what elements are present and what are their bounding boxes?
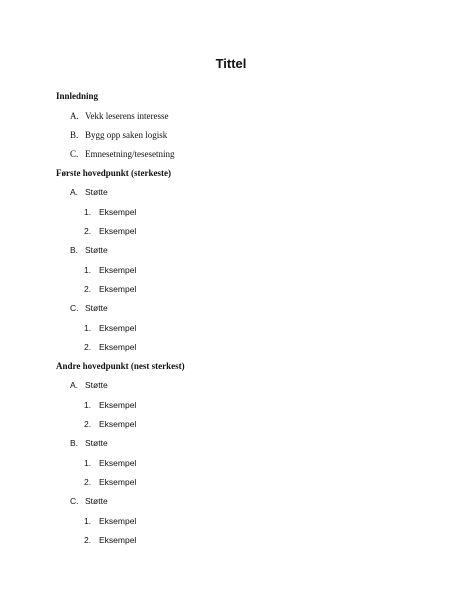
outline-marker: 2.: [84, 342, 92, 352]
outline-item: [70, 129, 167, 141]
outline-item: [70, 437, 108, 449]
outline-item: [70, 110, 168, 122]
outline-item: [70, 302, 108, 314]
outline-text: Eksempel: [99, 458, 137, 468]
outline-text: Vekk leserens interesse: [85, 111, 169, 121]
outline-marker: C.: [70, 149, 79, 159]
outline-text: Støtte: [85, 187, 108, 197]
outline-marker: 2.: [84, 284, 92, 294]
outline-subitem: [84, 418, 136, 430]
outline-text: Eksempel: [99, 419, 137, 429]
outline-text: Bygg opp saken logisk: [85, 130, 168, 140]
section-heading-second-main-point: Andre hovedpunkt (nest sterkest): [56, 361, 185, 371]
outline-marker: B.: [70, 438, 79, 448]
outline-marker: B.: [70, 130, 79, 140]
outline-marker: C.: [70, 303, 79, 313]
outline-item: [70, 244, 108, 256]
outline-text: Støtte: [85, 303, 108, 313]
outline-marker: 1.: [84, 458, 92, 468]
outline-subitem: [84, 457, 136, 469]
outline-subitem: [84, 399, 136, 411]
outline-subitem: [84, 206, 136, 218]
outline-text: Eksempel: [99, 400, 137, 410]
outline-item: [70, 148, 174, 160]
outline-text: Støtte: [85, 380, 108, 390]
outline-text: Eksempel: [99, 284, 137, 294]
outline-text: Støtte: [85, 438, 108, 448]
outline-text: Eksempel: [99, 323, 137, 333]
outline-marker: B.: [70, 245, 79, 255]
outline-subitem: [84, 476, 136, 488]
document-title: Tittel: [215, 56, 247, 71]
outline-item: [70, 495, 108, 507]
outline-marker: A.: [70, 187, 79, 197]
outline-subitem: [84, 264, 136, 276]
outline-subitem: [84, 322, 136, 334]
section-heading-introduction: Innledning: [56, 91, 99, 101]
outline-marker: 2.: [84, 477, 92, 487]
outline-subitem: [84, 341, 136, 353]
outline-marker: A.: [70, 380, 79, 390]
outline-text: Eksempel: [99, 207, 137, 217]
outline-marker: 1.: [84, 323, 92, 333]
outline-item: [70, 186, 108, 198]
outline-text: Eksempel: [99, 226, 137, 236]
outline-subitem: [84, 225, 136, 237]
outline-marker: 1.: [84, 207, 92, 217]
outline-text: Støtte: [85, 245, 108, 255]
outline-text: Støtte: [85, 496, 108, 506]
outline-subitem: [84, 534, 136, 546]
section-heading-first-main-point: Første hovedpunkt (sterkeste): [56, 168, 171, 178]
outline-text: Eksempel: [99, 477, 137, 487]
outline-marker: 2.: [84, 419, 92, 429]
outline-text: Eksempel: [99, 265, 137, 275]
outline-marker: 1.: [84, 265, 92, 275]
outline-marker: 1.: [84, 400, 92, 410]
outline-subitem: [84, 283, 136, 295]
outline-text: Eksempel: [99, 342, 137, 352]
outline-subitem: [84, 515, 136, 527]
outline-marker: A.: [70, 111, 79, 121]
outline-item: [70, 379, 108, 391]
outline-marker: 2.: [84, 535, 92, 545]
outline-marker: C.: [70, 496, 79, 506]
outline-marker: 2.: [84, 226, 92, 236]
outline-text: Eksempel: [99, 535, 137, 545]
outline-text: Eksempel: [99, 516, 137, 526]
outline-marker: 1.: [84, 516, 92, 526]
outline-text: Emnesetning/tesesetning: [85, 149, 175, 159]
